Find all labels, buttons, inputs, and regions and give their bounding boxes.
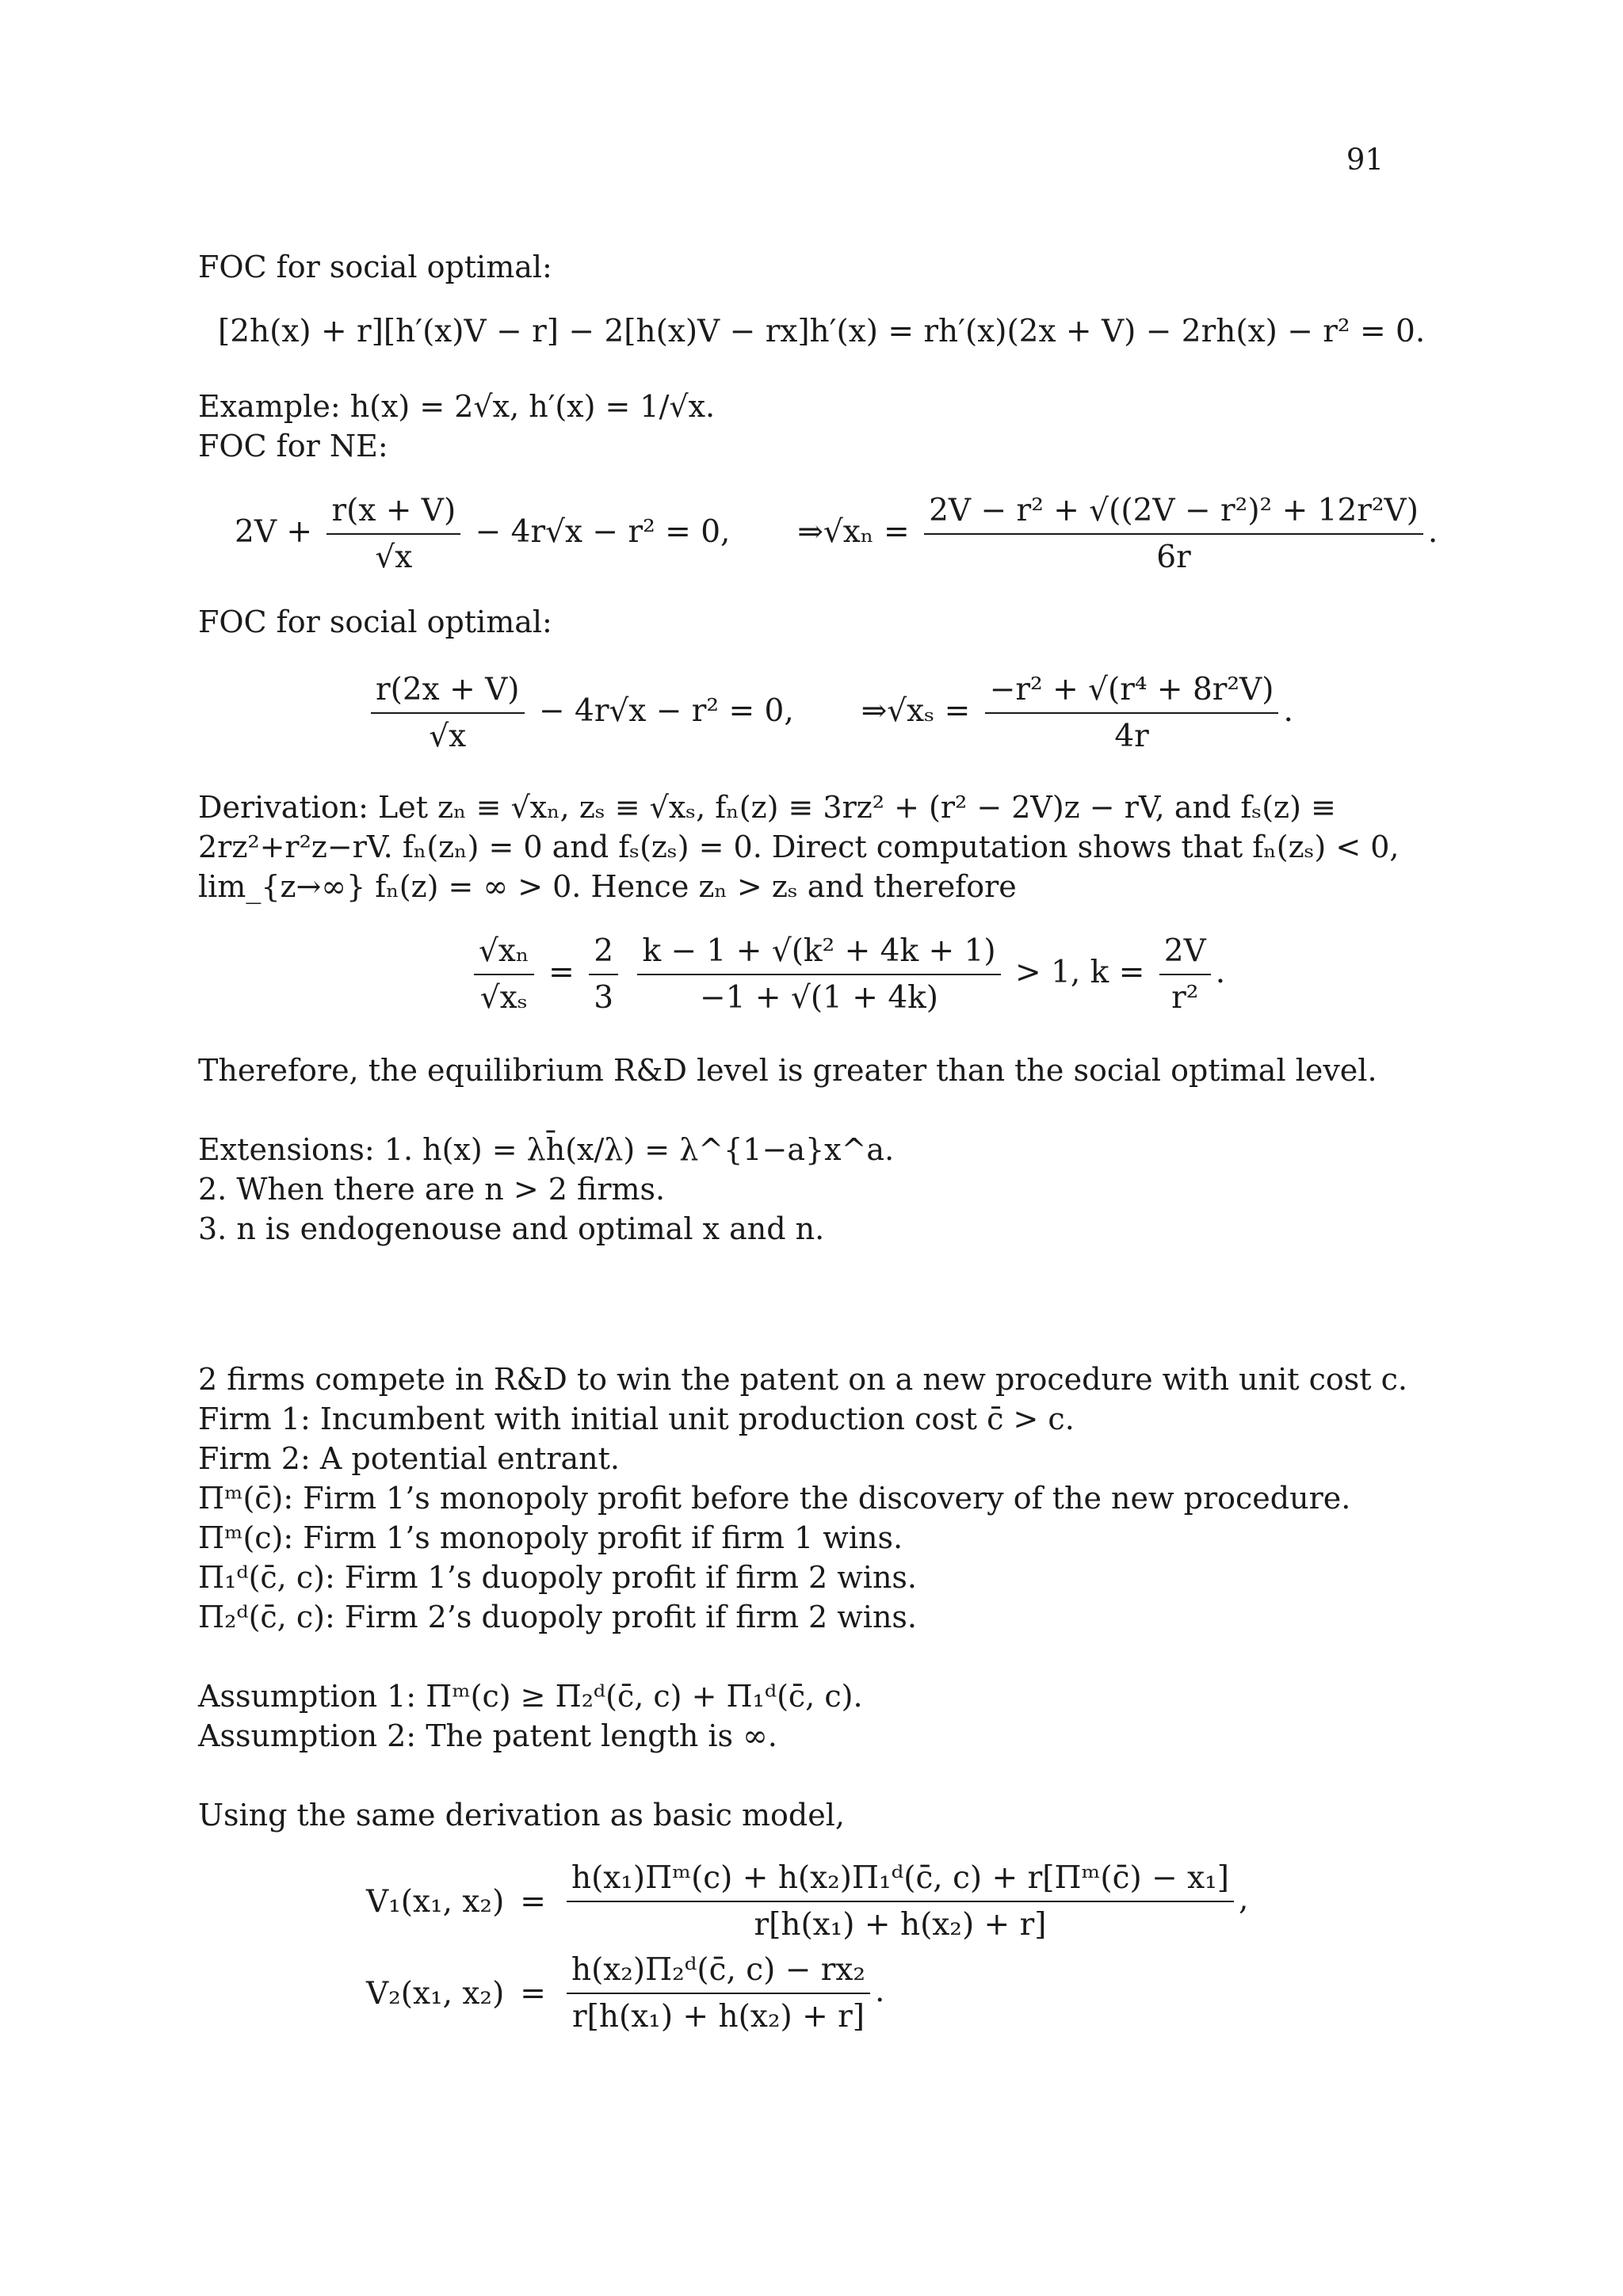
- v1-lhs: V₁(x₁, x₂): [366, 1883, 505, 1920]
- eq2-solution-numerator: 2V − r² + √((2V − r²)² + 12r²V): [924, 493, 1423, 535]
- foc-ne-label: FOC for NE:: [198, 429, 388, 463]
- v1-denominator: r[h(x₁) + h(x₂) + r]: [754, 1907, 1047, 1943]
- paragraph-line-5: Πᵐ(c): Firm 1’s monopoly profit if firm 1 wins.: [198, 1520, 903, 1555]
- v2-numerator: h(x₂)Π₂ᵈ(c̄, c) − rx₂: [567, 1952, 870, 1994]
- eq3-fraction: [371, 672, 525, 754]
- assumption-2: Assumption 2: The patent length is ∞.: [198, 1718, 777, 1753]
- v1-fraction: [567, 1860, 1234, 1943]
- v2-lhs: V₂(x₁, x₂): [366, 1975, 505, 2012]
- eq4-tail: > 1, k =: [1015, 955, 1145, 990]
- derivation-line-3: lim_{z→∞} fₙ(z) = ∞ > 0. Hence zₙ > zₛ and therefore: [198, 869, 1017, 904]
- eq2-solution: [924, 493, 1423, 575]
- eq2-rest: − 4r√x − r² = 0,: [475, 514, 731, 550]
- v2-fraction: [567, 1952, 870, 2035]
- eq4-rhs-numerator: k − 1 + √(k² + 4k + 1): [637, 933, 1000, 975]
- extension-1: Extensions: 1. h(x) = λh̄(x/λ) = λ^{1−a}x^a.: [198, 1132, 895, 1167]
- section-heading: [198, 1296, 309, 1333]
- equation-foc-social-general: [2h(x) + r][h′(x)V − r] − 2[h(x)V − rx]h′(x) = rh′(x)(2x + V) − 2rh(x) − r² = 0.: [218, 314, 1426, 349]
- eq2-solution-denominator: 6r: [1156, 540, 1191, 575]
- eq2-constant: 2V +: [235, 514, 313, 550]
- derivation-line-2: 2rz²+r²z−rV. fₙ(zₙ) = 0 and fₛ(zₛ) = 0. Direct computation shows that fₙ(zₛ) < 0,: [198, 830, 1400, 864]
- using-derivation-line: Using the same derivation as basic model,: [198, 1798, 845, 1833]
- foc-social-label: FOC for social optimal:: [198, 250, 552, 284]
- eq3-implies: ⇒√xₛ =: [861, 693, 971, 729]
- paragraph-line-7: Π₂ᵈ(c̄, c): Firm 2’s duopoly profit if firm 2 wins.: [198, 1600, 918, 1634]
- paragraph-line-3: Firm 2: A potential entrant.: [198, 1441, 620, 1476]
- eq4-lhs-denominator: √xₛ: [479, 980, 528, 1016]
- eq4-equals: =: [548, 955, 575, 990]
- eq4-k-definition: [1159, 933, 1211, 1016]
- equation-v2: V₂(x₁, x₂) = $\frac{\text{h(x₂)Π₂ᵈ(c̄, c) − rx₂}}{\text{r[h(x₁) + h(x₂) + r]}}$ .: [358, 1947, 1256, 2039]
- paragraph-line-6: Π₁ᵈ(c̄, c): Firm 1’s duopoly profit if firm 2 wins.: [198, 1560, 918, 1595]
- paragraph-line-1: 2 firms compete in R&D to win the patent on a new procedure with unit cost c.: [198, 1362, 1407, 1397]
- equation-foc-social-example: $\frac{r(2x + V)}{√x}$ − 4r√x − r² = 0, ⇒√xₛ = $\frac{\text{−r² + √(r⁴ + 8r²V)}}{4r}$ .: [366, 672, 1293, 754]
- eq4-lhs: [474, 933, 534, 1016]
- eq4-coef-denominator: 3: [594, 980, 614, 1016]
- value-function-equations: [358, 1855, 1256, 2039]
- extension-2: 2. When there are n > 2 firms.: [198, 1172, 666, 1207]
- eq2-frac-denominator: √x: [375, 540, 413, 575]
- paragraph-line-2: Firm 1: Incumbent with initial unit production cost c̄ > c.: [198, 1402, 1075, 1436]
- equation-foc-ne: 2V + $\frac{r(x + V)}{√x}$ − 4r√x − r² = 0, ⇒√xₙ = $\frac{\text{2V − r² + √((2V − r²)² + 12r²V)}}{6r}$ .: [235, 493, 1438, 575]
- paragraph-line-4: Πᵐ(c̄): Firm 1’s monopoly profit before the discovery of the new procedure.: [198, 1481, 1351, 1516]
- extension-3: 3. n is endogenouse and optimal x and n.: [198, 1211, 825, 1246]
- page-number: 91: [1346, 143, 1384, 177]
- eq3-rest: − 4r√x − r² = 0,: [538, 693, 794, 729]
- eq3-solution-denominator: 4r: [1114, 719, 1149, 754]
- v2-denominator: r[h(x₁) + h(x₂) + r]: [572, 1999, 865, 2035]
- eq2-implies: ⇒√xₙ =: [797, 514, 910, 550]
- v1-equals: =: [520, 1883, 546, 1920]
- eq4-coef-numerator: 2: [589, 933, 618, 975]
- eq3-frac-denominator: √x: [429, 719, 467, 754]
- eq3-solution: [985, 672, 1279, 754]
- v2-equals: =: [520, 1975, 546, 2012]
- eq4-rhs-denominator: −1 + √(1 + 4k): [700, 980, 939, 1016]
- equation-ratio: $\frac{\text{√xₙ}}{\text{√xₛ}}$ = $\frac{2}{3}$ $\frac{\text{k − 1 + √(k² + 4k + 1)}}{-1 + √(1 + 4k)}$ > 1, k = $\frac{2V}{\text{r²}}$ .: [469, 933, 1225, 1016]
- equation-v1: V₁(x₁, x₂) = $\frac{\text{h(x₁)Πᵐ(c) + h(x₂)Π₁ᵈ(c̄, c) + r[Πᵐ(c̄) − x₁]}}{\text{r[h(x₁) + h(x₂) + r]}}$ ,: [358, 1855, 1256, 1947]
- derivation-line-1: Derivation: Let zₙ ≡ √xₙ, zₛ ≡ √xₛ, fₙ(z) ≡ 3rz² + (r² − 2V)z − rV, and fₛ(z) ≡: [198, 790, 1336, 825]
- conclusion-line: Therefore, the equilibrium R&D level is greater than the social optimal level.: [198, 1053, 1377, 1088]
- assumption-1: Assumption 1: Πᵐ(c) ≥ Π₂ᵈ(c̄, c) + Π₁ᵈ(c̄, c).: [198, 1679, 863, 1714]
- eq2-frac-numerator: r(x + V): [327, 493, 460, 535]
- eq4-lhs-numerator: √xₙ: [474, 933, 534, 975]
- eq2-fraction: [327, 493, 460, 575]
- example-line: Example: h(x) = 2√x, h′(x) = 1/√x.: [198, 389, 716, 424]
- eq4-k-numerator: 2V: [1159, 933, 1211, 975]
- eq4-rhs: [637, 933, 1000, 1016]
- eq4-coefficient: [589, 933, 618, 1016]
- v1-numerator: h(x₁)Πᵐ(c) + h(x₂)Π₁ᵈ(c̄, c) + r[Πᵐ(c̄) − x₁]: [567, 1860, 1234, 1902]
- eq3-frac-numerator: r(2x + V): [371, 672, 525, 714]
- eq3-solution-numerator: −r² + √(r⁴ + 8r²V): [985, 672, 1279, 714]
- eq4-k-denominator: r²: [1171, 980, 1199, 1016]
- foc-social-label-2: FOC for social optimal:: [198, 605, 552, 639]
